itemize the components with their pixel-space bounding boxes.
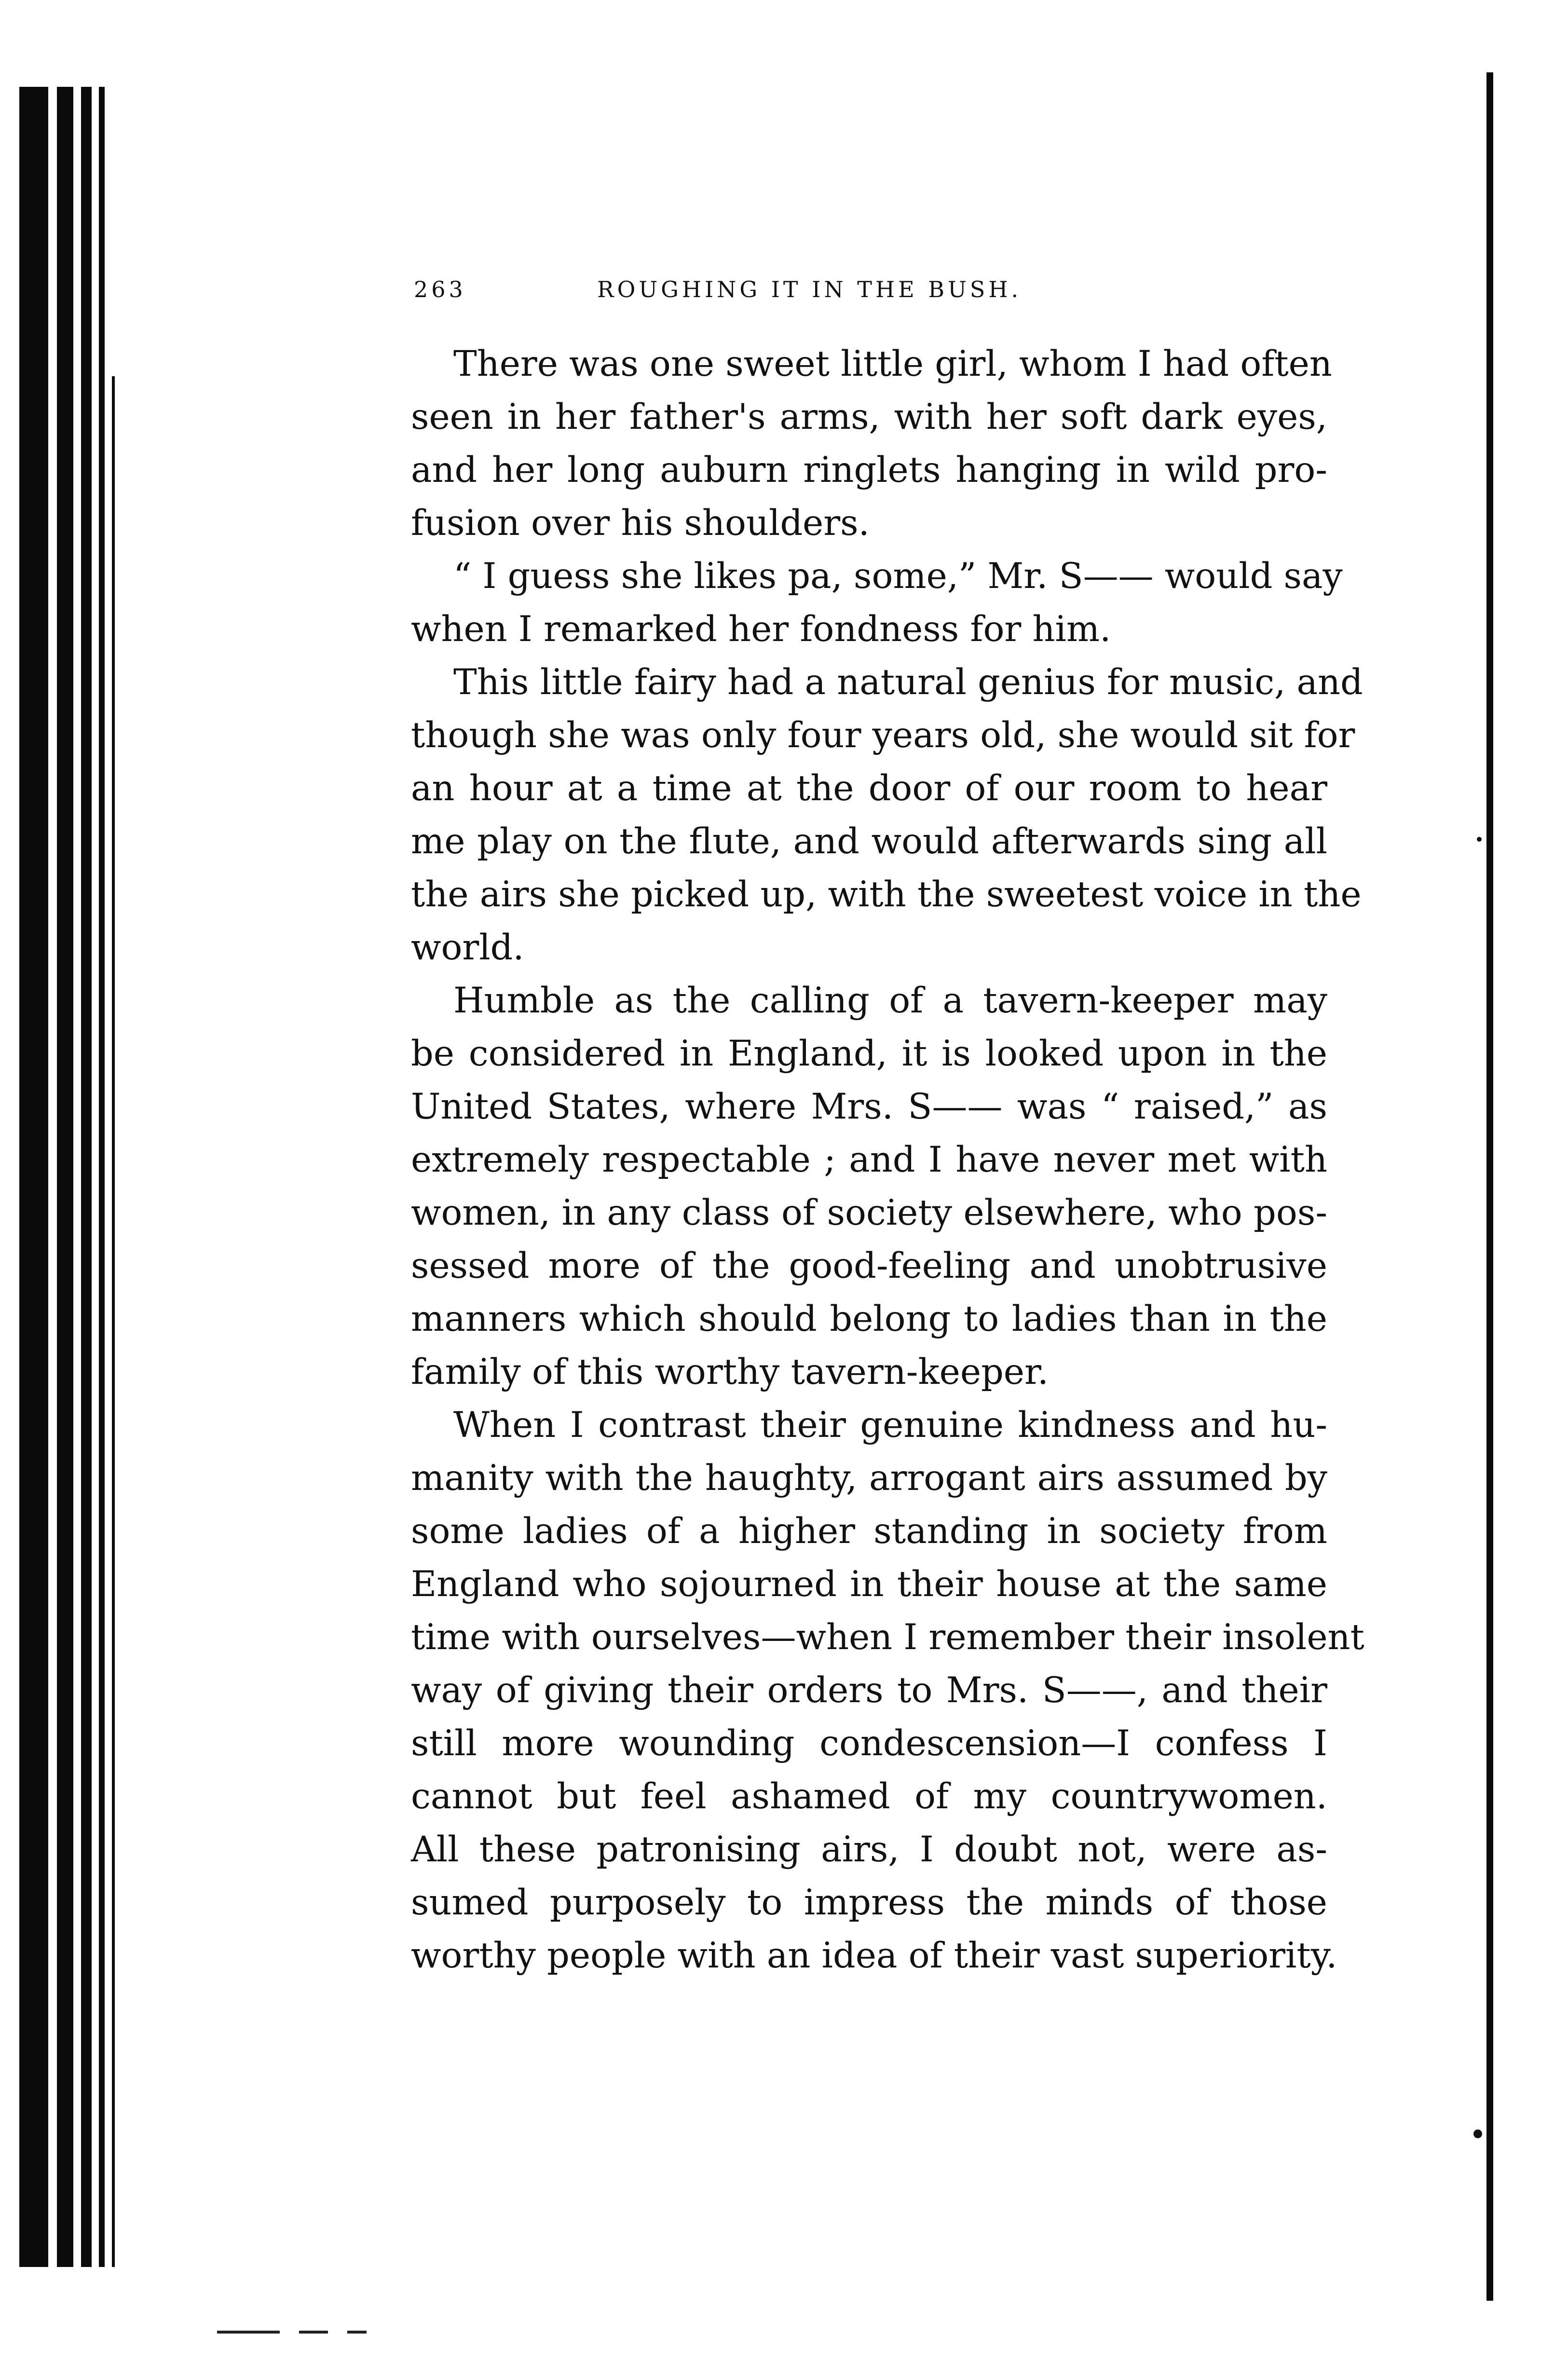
text-line: when I remarked her fondness for him. <box>411 609 1111 650</box>
text-line: and her long auburn ringlets hanging in wild pro- <box>411 450 1327 491</box>
text-line: the airs she picked up, with the sweetest voice in the <box>411 874 1362 915</box>
paragraph <box>411 656 1363 974</box>
text-line: Humble as the calling of a tavern-keeper may <box>453 980 1327 1021</box>
ink-speck <box>1473 2130 1482 2138</box>
bottom-smudge <box>347 2331 367 2334</box>
ink-speck <box>1477 837 1482 842</box>
text-line: This little fairy had a natural genius for music, and <box>453 662 1363 703</box>
page-number: 263 <box>414 276 466 302</box>
text-line: sumed purposely to impress the minds of those <box>411 1882 1327 1923</box>
text-line: world. <box>411 927 524 968</box>
paragraph <box>411 1399 1364 1982</box>
body-text <box>411 338 1364 1982</box>
page-edge-rule <box>1486 72 1493 2301</box>
bottom-smudge <box>217 2331 280 2334</box>
text-line: women, in any class of society elsewhere, who pos- <box>411 1192 1327 1233</box>
bottom-smudge <box>299 2331 328 2334</box>
text-line: “ I guess she likes pa, some,” Mr. S—— would say <box>453 556 1343 597</box>
text-line: cannot but feel ashamed of my countrywomen. <box>411 1776 1327 1817</box>
text-line: When I contrast their genuine kindness and hu- <box>453 1405 1327 1446</box>
text-line: manity with the haughty, arrogant airs assumed by <box>411 1458 1327 1499</box>
text-line: me play on the flute, and would afterwards sing all <box>411 821 1327 862</box>
paragraph <box>411 338 1332 550</box>
text-line: United States, where Mrs. S—— was “ raised,” as <box>411 1086 1327 1127</box>
paragraph <box>411 974 1327 1399</box>
text-line: family of this worthy tavern-keeper. <box>411 1352 1049 1393</box>
text-line: some ladies of a higher standing in society from <box>411 1511 1327 1552</box>
text-line: time with ourselves—when I remember their insolent <box>411 1617 1364 1658</box>
text-line: England who sojourned in their house at the same <box>411 1564 1327 1605</box>
paragraph <box>411 550 1343 656</box>
text-line: though she was only four years old, she would sit for <box>411 715 1355 756</box>
text-line: way of giving their orders to Mrs. S——, and their <box>411 1670 1327 1711</box>
text-line: worthy people with an idea of their vast superiority. <box>411 1935 1337 1976</box>
text-line: extremely respectable ; and I have never met with <box>411 1139 1327 1180</box>
text-line: sessed more of the good-feeling and unobtrusive <box>411 1245 1327 1286</box>
text-line: All these patronising airs, I doubt not, were as- <box>411 1829 1327 1870</box>
text-line: manners which should belong to ladies than in the <box>411 1298 1327 1339</box>
running-title: ROUGHING IT IN THE BUSH. <box>597 276 1022 302</box>
text-line: an hour at a time at the door of our room to hear <box>411 768 1327 809</box>
text-line: There was one sweet little girl, whom I had often <box>453 343 1332 384</box>
binding-edge <box>0 87 159 2267</box>
text-line: seen in her father's arms, with her soft dark eyes, <box>411 396 1327 437</box>
text-line: still more wounding condescension—I confess I <box>411 1723 1327 1764</box>
text-line: be considered in England, it is looked upon in the <box>411 1033 1327 1074</box>
running-header <box>414 270 1330 309</box>
text-line: fusion over his shoulders. <box>411 503 870 544</box>
